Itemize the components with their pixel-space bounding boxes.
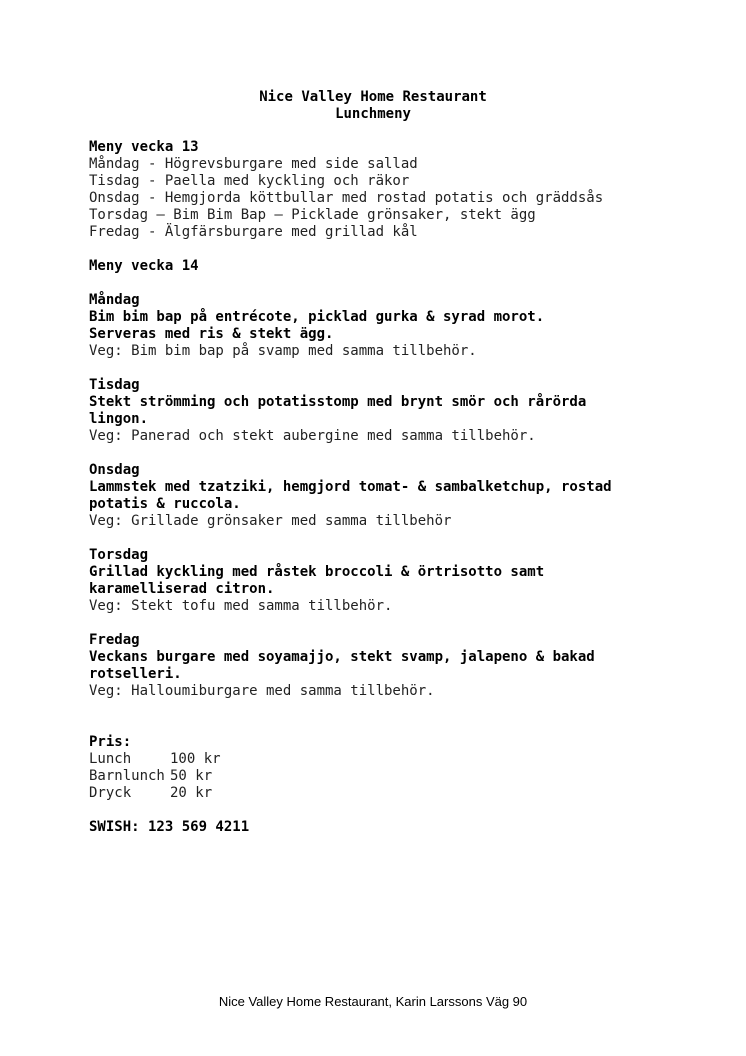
day-block-onsdag <box>89 462 689 530</box>
week14-section <box>89 258 689 700</box>
week13-item: Torsdag – Bim Bim Bap – Picklade grönsaker, stekt ägg <box>89 207 536 223</box>
swish-number: SWISH: 123 569 4211 <box>89 819 250 835</box>
day-heading: Torsdag <box>89 547 149 563</box>
veg-option: Veg: Panerad och stekt aubergine med samma tillbehör. <box>89 428 536 444</box>
page-footer: Nice Valley Home Restaurant, Karin Larssons Väg 90 <box>218 994 528 1009</box>
document-header <box>0 89 746 123</box>
week13-item: Måndag - Högrevsburgare med side sallad <box>89 156 418 172</box>
day-heading: Onsdag <box>89 462 140 478</box>
dish-line: karamelliserad citron. <box>89 581 275 597</box>
dish-line: potatis & ruccola. <box>89 496 241 512</box>
price-value: 100 kr <box>170 751 221 767</box>
price-row <box>89 751 689 768</box>
menu-content <box>89 139 689 836</box>
veg-option: Veg: Grillade grönsaker med samma tillbehör <box>89 513 452 529</box>
price-row <box>89 785 689 802</box>
veg-option: Veg: Halloumiburgare med samma tillbehör. <box>89 683 435 699</box>
day-heading: Tisdag <box>89 377 140 393</box>
dish-line: lingon. <box>89 411 149 427</box>
week13-item: Onsdag - Hemgjorda köttbullar med rostad potatis och gräddsås <box>89 190 604 206</box>
day-block-torsdag <box>89 547 689 615</box>
price-label: Barnlunch <box>89 768 165 784</box>
day-heading: Måndag <box>89 292 140 308</box>
menu-subtitle: Lunchmeny <box>335 106 411 122</box>
dish-line: Stekt strömming och potatisstomp med brynt smör och rårörda <box>89 394 587 410</box>
dish-line: Serveras med ris & stekt ägg. <box>89 326 334 342</box>
price-heading: Pris: <box>89 734 132 750</box>
price-value: 20 kr <box>170 785 213 801</box>
day-block-tisdag <box>89 377 689 445</box>
veg-option: Veg: Stekt tofu med samma tillbehör. <box>89 598 393 614</box>
price-value: 50 kr <box>170 768 213 784</box>
price-label: Lunch <box>89 751 132 767</box>
veg-option: Veg: Bim bim bap på svamp med samma tillbehör. <box>89 343 477 359</box>
week13-heading: Meny vecka 13 <box>89 139 199 155</box>
dish-line: Bim bim bap på entrécote, picklad gurka & syrad morot. <box>89 309 545 325</box>
day-heading: Fredag <box>89 632 140 648</box>
week13-item: Fredag - Älgfärsburgare med grillad kål <box>89 224 418 240</box>
week13-item: Tisdag - Paella med kyckling och räkor <box>89 173 410 189</box>
week13-section <box>89 139 689 241</box>
price-list <box>89 751 689 802</box>
dish-line: Grillad kyckling med råstek broccoli & örtrisotto samt <box>89 564 545 580</box>
price-label: Dryck <box>89 785 132 801</box>
day-block-mandag <box>89 292 689 360</box>
week14-heading: Meny vecka 14 <box>89 258 199 274</box>
dish-line: rotselleri. <box>89 666 182 682</box>
dish-line: Veckans burgare med soyamajjo, stekt svamp, jalapeno & bakad <box>89 649 595 665</box>
restaurant-title: Nice Valley Home Restaurant <box>259 89 487 105</box>
dish-line: Lammstek med tzatziki, hemgjord tomat- & sambalketchup, rostad <box>89 479 612 495</box>
price-row <box>89 768 689 785</box>
day-block-fredag <box>89 632 689 700</box>
price-section <box>89 734 689 802</box>
